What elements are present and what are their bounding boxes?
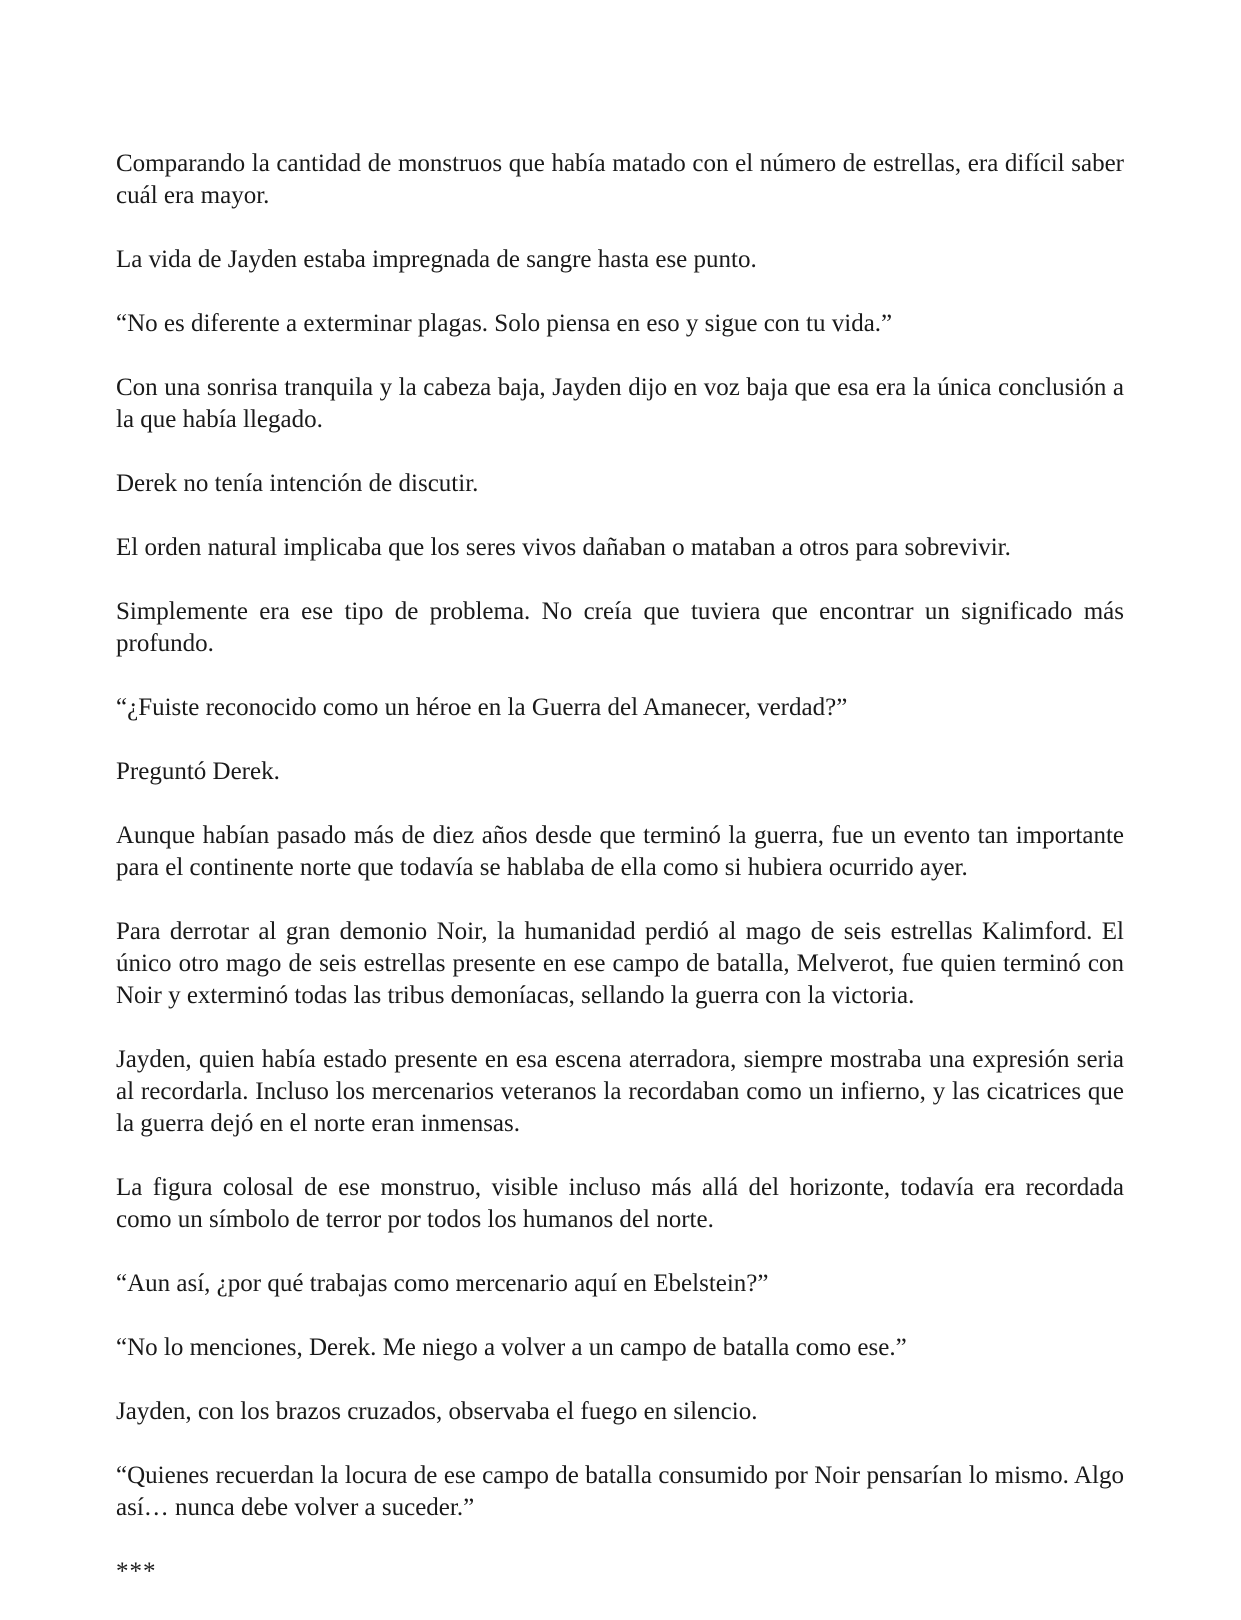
scene-separator: ***	[116, 1558, 157, 1585]
paragraph: La vida de Jayden estaba impregnada de sangre hasta ese punto.	[116, 246, 757, 273]
paragraph: Con una sonrisa tranquila y la cabeza baja, Jayden dijo en voz baja que esa era la única conclusión a la que había llegado.	[116, 374, 1124, 433]
paragraph: Derek no tenía intención de discutir.	[116, 470, 479, 497]
paragraph: Jayden, con los brazos cruzados, observaba el fuego en silencio.	[116, 1398, 758, 1425]
paragraph: “No es diferente a exterminar plagas. Solo piensa en eso y sigue con tu vida.”	[116, 310, 893, 337]
paragraph: Para derrotar al gran demonio Noir, la humanidad perdió al mago de seis estrellas Kalimford. El único otro mago de seis estrellas presente en ese campo de batalla, Melverot, fue quien terminó con Noir y exterminó todas las tribus demoníacas, sellando la guerra con la victoria.	[116, 918, 1124, 1009]
paragraph: Jayden, quien había estado presente en esa escena aterradora, siempre mostraba una expresión seria al recordarla. Incluso los mercenarios veteranos la recordaban como un infierno, y las cicatrices que la guerra dejó en el norte eran inmensas.	[116, 1046, 1124, 1137]
paragraph: La figura colosal de ese monstruo, visible incluso más allá del horizonte, todavía era recordada como un símbolo de terror por todos los humanos del norte.	[116, 1174, 1124, 1233]
paragraph: Aunque habían pasado más de diez años desde que terminó la guerra, fue un evento tan importante para el continente norte que todavía se hablaba de ella como si hubiera ocurrido ayer.	[116, 822, 1124, 881]
paragraph: “¿Fuiste reconocido como un héroe en la Guerra del Amanecer, verdad?”	[116, 694, 848, 721]
paragraph: Simplemente era ese tipo de problema. No creía que tuviera que encontrar un significado más profundo.	[116, 598, 1124, 657]
paragraph: “No lo menciones, Derek. Me niego a volver a un campo de batalla como ese.”	[116, 1334, 907, 1361]
paragraph: “Quienes recuerdan la locura de ese campo de batalla consumido por Noir pensarían lo mismo. Algo así… nunca debe volver a suceder.”	[116, 1462, 1124, 1521]
paragraph: “Aun así, ¿por qué trabajas como mercenario aquí en Ebelstein?”	[116, 1270, 769, 1297]
paragraph: Preguntó Derek.	[116, 758, 280, 785]
paragraph: Comparando la cantidad de monstruos que había matado con el número de estrellas, era difícil saber cuál era mayor.	[116, 150, 1124, 209]
body-text	[116, 148, 1124, 1588]
paragraph: El orden natural implicaba que los seres vivos dañaban o mataban a otros para sobrevivir.	[116, 534, 1011, 561]
